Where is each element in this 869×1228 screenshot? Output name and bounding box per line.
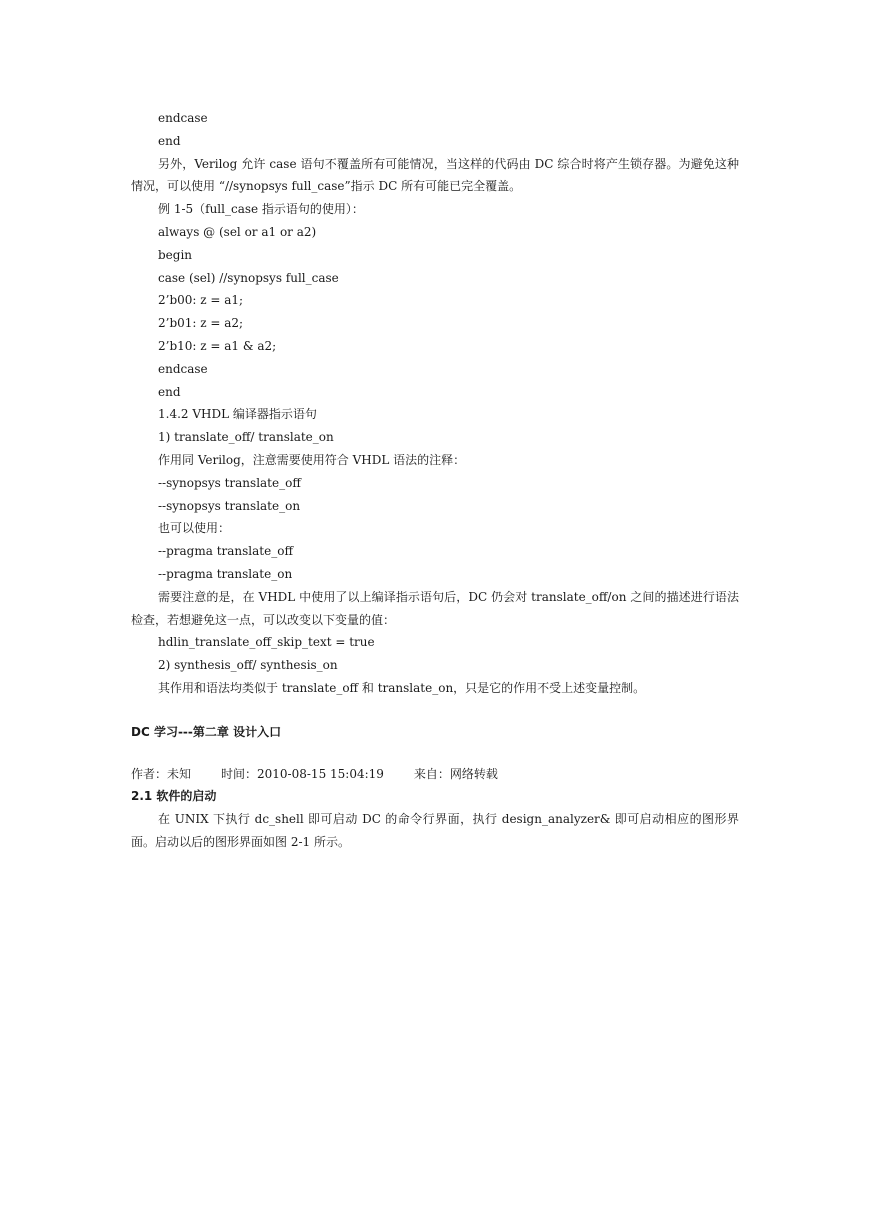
spacer xyxy=(131,700,739,721)
article-meta xyxy=(131,763,739,786)
code-line: begin xyxy=(158,247,193,262)
document-body xyxy=(131,107,739,854)
section-heading-2-1: 2.1 软件的启动 xyxy=(131,789,217,804)
paragraph-software-start: 在 UNIX 下执行 dc_shell 即可启动 DC 的命令行界面，执行 design_analyzer& 即可启动相应的图形界面。启动以后的图形界面如图 2-1 所示。 xyxy=(131,812,739,849)
code-line: endcase xyxy=(158,111,208,125)
code-line: --pragma translate_off xyxy=(158,544,293,559)
list-item-2: 2) synthesis_off/ synthesis_on xyxy=(158,658,338,673)
code-line: end xyxy=(158,384,181,399)
code-line: 2’b10: z = a1 & a2; xyxy=(158,338,277,353)
meta-time: 时间：2010-08-15 15:04:19 xyxy=(221,766,384,781)
chapter-title: DC 学习---第二章 设计入口 xyxy=(131,724,282,739)
paragraph-vhdl-usage: 作用同 Verilog，注意需要使用符合 VHDL 语法的注释： xyxy=(158,452,466,467)
paragraph-full-case: 另外，Verilog 允许 case 语句不覆盖所有可能情况，当这样的代码由 DC 综合时将产生锁存器。为避免这种情况，可以使用 “//synopsys full_case”指示 DC 所有可能已完全覆盖。 xyxy=(131,156,739,194)
code-line: --pragma translate_on xyxy=(158,566,293,581)
code-line: always @ (sel or a1 or a2) xyxy=(158,224,317,239)
code-line: 2’b00: z = a1; xyxy=(158,293,244,308)
meta-author: 作者：未知 xyxy=(131,766,192,781)
code-line: endcase xyxy=(158,361,208,376)
code-line: end xyxy=(158,133,181,148)
code-line: --synopsys translate_on xyxy=(158,498,301,513)
code-line: 2’b01: z = a2; xyxy=(158,316,244,331)
list-item-1: 1) translate_off/ translate_on xyxy=(158,430,334,445)
section-heading-1-4-2: 1.4.2 VHDL 编译器指示语句 xyxy=(158,407,317,422)
spacer xyxy=(131,744,739,763)
code-variable-line: hdlin_translate_off_skip_text = true xyxy=(158,635,375,650)
meta-source: 来自：网络转载 xyxy=(413,766,498,781)
code-line: --synopsys translate_off xyxy=(158,475,301,490)
code-line: case (sel) //synopsys full_case xyxy=(158,270,339,285)
paragraph-note: 需要注意的是，在 VHDL 中使用了以上编译指示语句后，DC 仍会对 translate_off/on 之间的描述进行语法检查，若想避免这一点，可以改变以下变量的值： xyxy=(131,589,739,627)
paragraph-also-usable: 也可以使用： xyxy=(158,521,231,536)
example-label: 例 1-5（full_case 指示语句的使用）： xyxy=(158,202,364,217)
paragraph-synthesis: 其作用和语法均类似于 translate_off 和 translate_on，只是它的作用不受上述变量控制。 xyxy=(158,680,646,695)
